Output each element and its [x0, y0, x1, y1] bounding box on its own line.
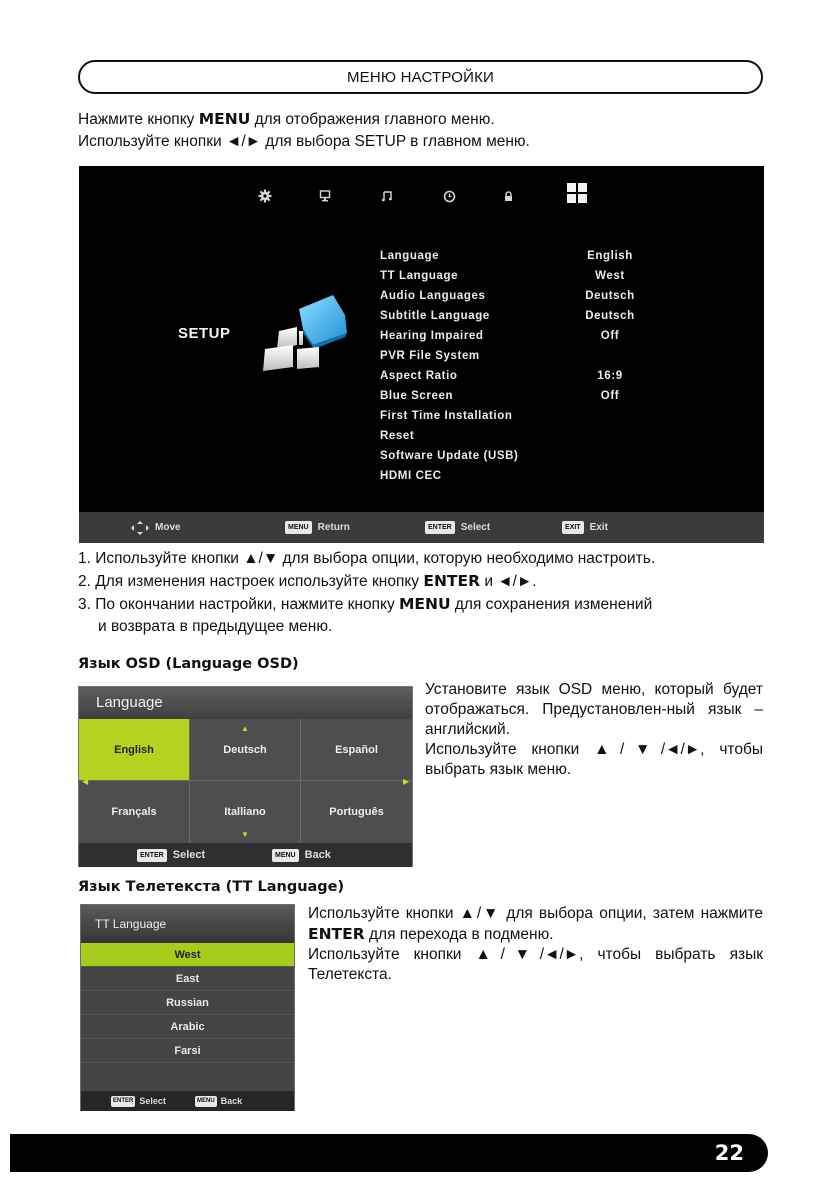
back-hint-label: Back: [304, 849, 331, 861]
intro-line-2: Используйте кнопки ◄/► для выбора SETUP в главном меню.: [78, 133, 530, 150]
menu-item-label: Hearing Impaired: [380, 330, 484, 342]
tt-option-russian[interactable]: Russian: [81, 991, 294, 1015]
menu-item-label: First Time Installation: [380, 410, 513, 422]
intro-line-1: [78, 108, 530, 131]
menu-item-audio-languages[interactable]: [380, 286, 660, 306]
step-1: 1. Используйте кнопки ▲/▼ для выбора опции, которую необходимо настроить.: [78, 550, 656, 567]
menu-key-icon: MENU: [195, 1096, 217, 1107]
menu-key-icon: MENU: [272, 849, 299, 862]
step-2-post: и ◄/►.: [480, 573, 537, 590]
select-hint-label: Select: [139, 1096, 166, 1106]
setup-help-bar: [79, 512, 764, 543]
tt-description-2: Используйте кнопки ▲/▼/◄/►, чтобы выбрать язык Телетекста.: [308, 946, 763, 983]
menu-item-reset[interactable]: [380, 426, 660, 446]
tt-option-arabic[interactable]: Arabic: [81, 1015, 294, 1039]
page-title: [78, 60, 763, 94]
select-hint: [137, 843, 205, 867]
enter-key-icon: ENTER: [111, 1096, 135, 1107]
tt-description: [308, 904, 763, 985]
language-option-portugues[interactable]: Português: [329, 806, 384, 818]
language-option-deutsch[interactable]: Deutsch: [190, 719, 301, 781]
osd-description-1: Установите язык OSD меню, который будет отображаться. Предустановлен-ный язык – английский.: [425, 681, 763, 738]
exit-hint: [562, 512, 608, 543]
page-footer-bar: [10, 1134, 768, 1172]
tt-language-panel: [80, 904, 295, 1111]
tt-panel-title: TT Language: [81, 905, 294, 943]
tt-section-heading: Язык Телетекста (TT Language): [78, 879, 345, 895]
setup-section-label: SETUP: [178, 325, 231, 342]
enter-key-label: ENTER: [423, 572, 481, 590]
menu-item-tt-language[interactable]: [380, 266, 660, 286]
osd-section-heading: Язык OSD (Language OSD): [78, 656, 299, 672]
enter-key-icon: ENTER: [425, 521, 455, 534]
menu-item-aspect-ratio[interactable]: [380, 366, 660, 386]
back-hint: [195, 1091, 242, 1111]
setup-logo-icon: [259, 291, 349, 381]
menu-item-label: Aspect Ratio: [380, 370, 458, 382]
menu-item-label: HDMI CEC: [380, 470, 442, 482]
clock-icon[interactable]: [437, 184, 461, 208]
step-3-continued: и возврата в предыдущее меню.: [98, 618, 333, 635]
exit-hint-label: Exit: [589, 522, 608, 533]
menu-key-icon: MENU: [285, 521, 312, 534]
return-hint: [285, 512, 350, 543]
menu-item-label: Audio Languages: [380, 290, 486, 302]
menu-key-label: MENU: [198, 110, 251, 128]
down-arrow-icon[interactable]: ▼: [241, 830, 249, 839]
menu-item-value: 16:9: [597, 370, 623, 382]
osd-language-grid: [79, 719, 414, 843]
menu-item-software-update[interactable]: [380, 446, 660, 466]
step-2-pre: 2. Для изменения настроек используйте кнопку: [78, 573, 424, 590]
osd-description: [425, 680, 763, 780]
tt-option-east[interactable]: East: [81, 967, 294, 991]
menu-item-label: Language: [380, 250, 440, 262]
music-note-icon[interactable]: [375, 184, 399, 208]
menu-item-label: Blue Screen: [380, 390, 454, 402]
menu-item-first-time-installation[interactable]: [380, 406, 660, 426]
language-option-francais[interactable]: Françals: [79, 781, 190, 843]
tt-help-bar: [81, 1091, 294, 1111]
tt-description-1-pre: Используйте кнопки ▲/▼ для выбора опции, затем нажмите: [308, 905, 763, 922]
language-option-english[interactable]: English: [79, 719, 190, 781]
setup-menu-screen: [79, 166, 764, 543]
tt-empty-row: [81, 1063, 294, 1091]
menu-item-label: Reset: [380, 430, 415, 442]
step-3: [78, 593, 655, 616]
osd-panel-title: Language: [79, 687, 412, 719]
menu-item-value: Deutsch: [585, 310, 635, 322]
step-3-pre: 3. По окончании настройки, нажмите кнопку: [78, 596, 399, 613]
menu-item-label: PVR File System: [380, 350, 480, 362]
tt-description-1: [308, 904, 763, 945]
move-hint: [131, 512, 181, 543]
menu-item-hearing-impaired[interactable]: [380, 326, 660, 346]
page-number: 22: [714, 1141, 744, 1165]
enter-key-label: ENTER: [308, 925, 365, 943]
language-option-italiano[interactable]: Italliano: [190, 781, 301, 843]
menu-item-label: Software Update (USB): [380, 450, 519, 462]
back-hint: [272, 843, 331, 867]
osd-description-2: Используйте кнопки ▲/▼/◄/►, чтобы выбрать язык меню.: [425, 741, 763, 778]
tt-option-farsi[interactable]: Farsi: [81, 1039, 294, 1063]
return-hint-label: Return: [317, 522, 350, 533]
select-hint-label: Select: [460, 522, 491, 533]
menu-item-value: Deutsch: [585, 290, 635, 302]
grid-icon[interactable]: [564, 180, 590, 206]
select-hint-label: Select: [172, 849, 206, 861]
move-hint-label: Move: [155, 522, 181, 533]
menu-item-label: Subtitle Language: [380, 310, 490, 322]
up-arrow-icon[interactable]: ▲: [241, 724, 249, 733]
language-option-espanol[interactable]: Español: [301, 719, 412, 781]
select-hint: [111, 1091, 166, 1111]
menu-item-hdmi-cec[interactable]: [380, 466, 660, 486]
steps-list: [78, 548, 655, 638]
setup-menu-list: [380, 246, 660, 486]
left-arrow-icon[interactable]: ◀: [82, 777, 89, 786]
menu-item-pvr-file-system[interactable]: [380, 346, 660, 366]
menu-item-value: Off: [600, 390, 620, 402]
menu-item-value: Off: [600, 330, 620, 342]
menu-item-value: West: [595, 270, 625, 282]
tt-option-west[interactable]: West: [81, 943, 294, 967]
back-hint-label: Back: [220, 1096, 243, 1106]
menu-item-blue-screen[interactable]: [380, 386, 660, 406]
osd-help-bar: [79, 843, 412, 867]
osd-language-panel: [78, 686, 413, 867]
right-arrow-icon[interactable]: ▶: [403, 777, 410, 786]
lock-icon[interactable]: [496, 184, 520, 208]
intro-line-1-post: для отображения главного меню.: [250, 111, 495, 128]
gear-icon[interactable]: [253, 184, 277, 208]
menu-key-label: MENU: [399, 595, 451, 613]
monitor-icon[interactable]: [313, 184, 337, 208]
intro-text: [78, 108, 530, 153]
exit-key-icon: EXIT: [562, 521, 584, 534]
page-title-text: МЕНЮ НАСТРОЙКИ: [346, 68, 495, 86]
select-hint: [425, 512, 490, 543]
menu-item-label: TT Language: [380, 270, 459, 282]
enter-key-icon: ENTER: [137, 849, 167, 862]
menu-item-language[interactable]: [380, 246, 660, 266]
step-2: [78, 570, 655, 593]
move-arrows-icon: [131, 521, 149, 535]
tt-description-1-post: для перехода в подменю.: [364, 926, 554, 943]
step-3-post: для сохранения изменений: [450, 596, 653, 613]
intro-line-1-pre: Нажмите кнопку: [78, 111, 199, 128]
main-menu-icon-bar: [79, 184, 764, 208]
menu-item-value: English: [587, 250, 633, 262]
menu-item-subtitle-language[interactable]: [380, 306, 660, 326]
